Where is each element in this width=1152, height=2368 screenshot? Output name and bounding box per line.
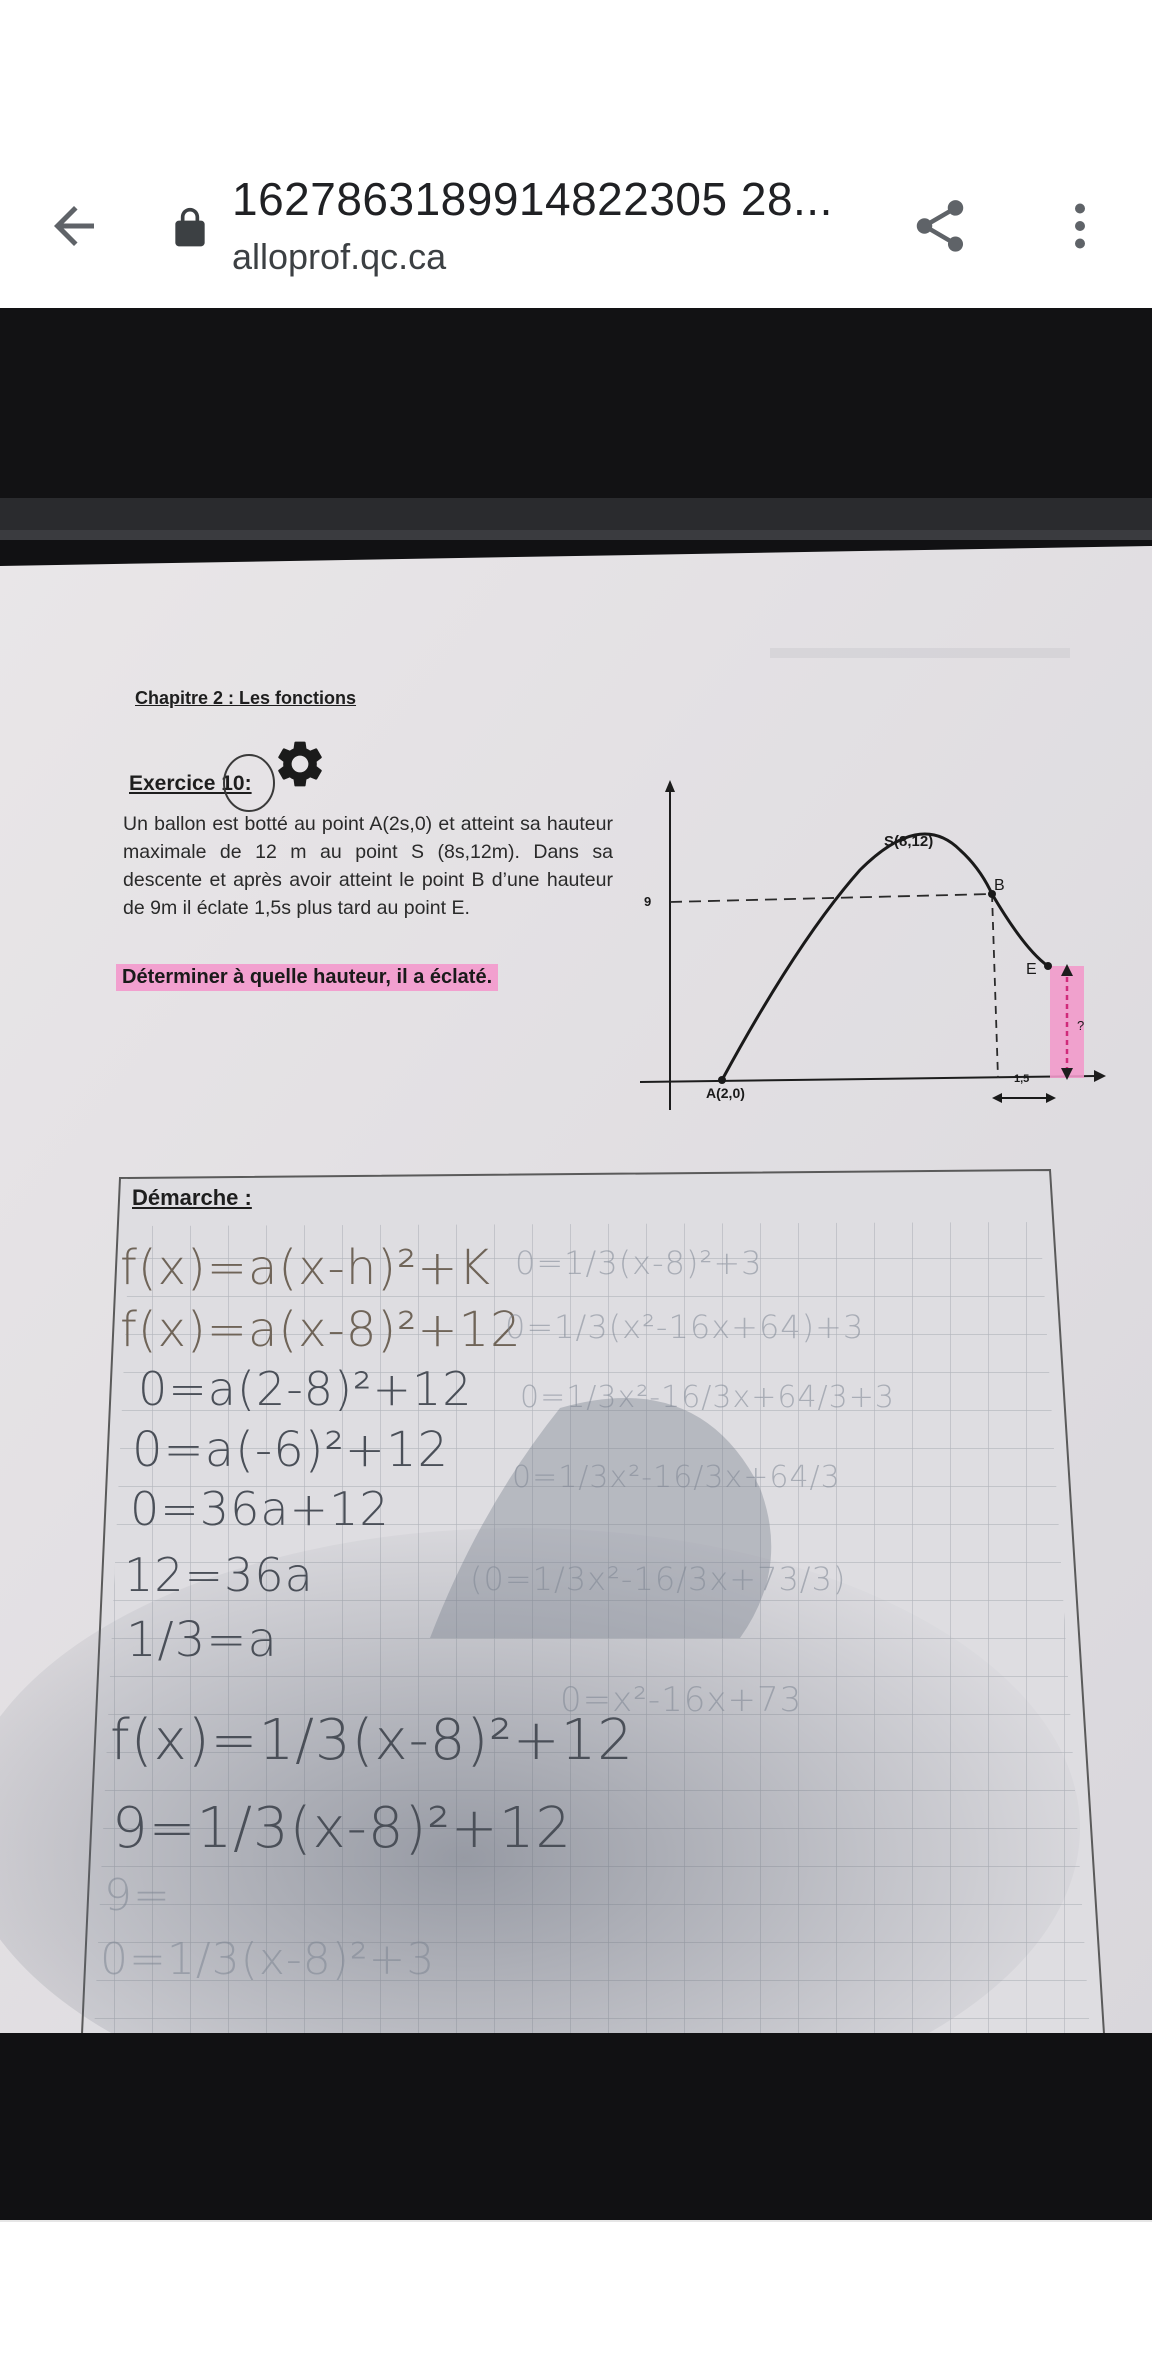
label-9: 9 [644,894,652,909]
parabola-curve [722,834,1048,1080]
handwriting-faint-line: (0=1/3x²-16/3x+73/3) [470,1560,847,1598]
chapter-heading: Chapitre 2 : Les fonctions [135,688,357,708]
handwriting-line: f(x)=1/3(x-8)²+12 [110,1708,634,1773]
share-icon[interactable] [900,186,980,266]
handwriting-line: 9=1/3(x-8)²+12 [112,1796,572,1861]
page-title[interactable]: 1627863189914822305 28... [232,173,833,225]
point-e [1044,962,1052,970]
label-b: B [994,877,1005,894]
exercise-heading: Exercice 10: [129,772,252,795]
label-1-5: 1,5 [1014,1073,1030,1085]
handwriting-line: 0=a(2-8)²+12 [138,1362,473,1416]
handwriting-faint-line: 0=1/3x²-16/3x+64/3 [512,1460,841,1495]
label-e: E [1026,961,1037,978]
y-axis-arrow [665,780,675,792]
handwriting-line: 9= [104,1870,171,1921]
point-a [718,1076,726,1084]
handwriting-faint-line: 0=1/3(x-8)²+3 [515,1244,763,1282]
handwriting-faint-line: 0=1/3x²-16/3x+64/3+3 [520,1380,895,1415]
gear-icon [272,736,328,792]
handwriting-line: 0=a(-6)²+12 [132,1422,450,1478]
label-a: A(2,0) [706,1085,745,1101]
parabola-graph [630,780,1110,1120]
handwriting-line: f(x)=a(x-h)²+K [120,1240,491,1296]
divider [0,2220,1152,2222]
bottom-bar [0,2220,1152,2368]
circle-mark [220,752,278,814]
handwriting-line: f(x)=a(x-8)²+12 [120,1302,522,1358]
worksheet-photo [0,308,1152,2034]
more-vert-icon[interactable] [1040,186,1120,266]
dashed-line-b [992,894,998,1078]
back-arrow-icon[interactable] [34,186,114,266]
label-question: ? [1077,1018,1085,1033]
handwriting-faint-line: 0=1/3(x²-16x+64)+3 [505,1308,865,1346]
status-bar [0,0,1152,150]
handwriting-line: 1/3=a [126,1612,278,1668]
handwriting-line: 0=36a+12 [130,1482,390,1536]
handwriting-faint-line: 0=x²-16x+73 [560,1680,803,1720]
demarche-heading: Démarche : [132,1185,252,1210]
lock-icon [160,198,220,258]
label-s: S(8,12) [884,833,934,850]
handwriting-line: 12=36a [124,1548,314,1602]
x-axis-arrow [1094,1070,1106,1082]
page-host[interactable]: alloprof.qc.ca [232,236,447,277]
dashed-line-9 [670,894,992,902]
problem-statement: Un ballon est botté au point A(2s,0) et atteint sa hauteur maximale de 12 m au point S (8s,12m). Dans sa descente et après avoir atteint le point B d’une hauteur de 9m il éclate 1,5s plus tard au point E. [123,813,613,919]
browser-toolbar [0,150,1152,308]
question-highlight: Déterminer à quelle hauteur, il a éclaté. [116,964,498,991]
handwriting-line: 0=1/3(x-8)²+3 [100,1934,436,1985]
